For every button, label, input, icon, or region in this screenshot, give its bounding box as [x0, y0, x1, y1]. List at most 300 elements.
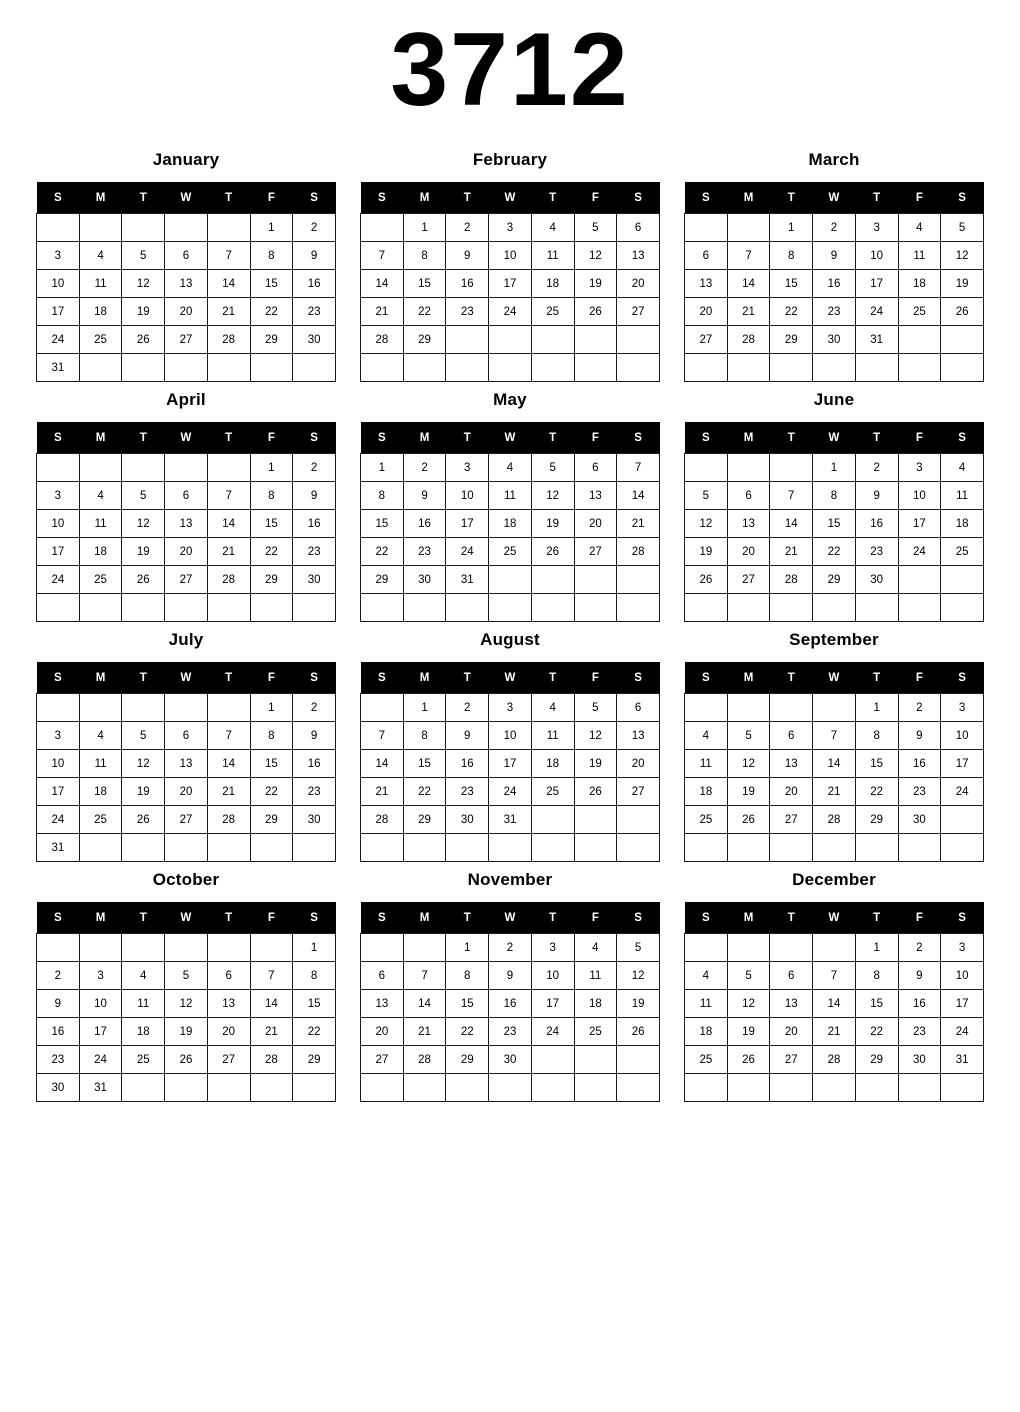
day-cell[interactable]: 5	[574, 694, 617, 722]
day-cell[interactable]: 11	[574, 962, 617, 990]
day-cell[interactable]: 24	[531, 1018, 574, 1046]
day-cell[interactable]: 4	[79, 722, 122, 750]
day-cell[interactable]: 9	[446, 242, 489, 270]
day-cell[interactable]: 14	[813, 750, 856, 778]
day-cell[interactable]: 24	[855, 298, 898, 326]
day-cell[interactable]: 2	[293, 214, 336, 242]
day-cell[interactable]: 26	[685, 566, 728, 594]
day-cell[interactable]: 11	[685, 990, 728, 1018]
day-cell[interactable]: 21	[250, 1018, 293, 1046]
day-cell[interactable]: 23	[403, 538, 446, 566]
day-cell[interactable]: 21	[207, 778, 250, 806]
day-cell[interactable]: 13	[770, 990, 813, 1018]
day-cell[interactable]: 24	[941, 778, 984, 806]
day-cell[interactable]: 11	[79, 510, 122, 538]
day-cell[interactable]: 7	[207, 722, 250, 750]
day-cell[interactable]: 27	[770, 1046, 813, 1074]
day-cell[interactable]: 7	[727, 242, 770, 270]
day-cell[interactable]: 5	[941, 214, 984, 242]
day-cell[interactable]: 15	[855, 750, 898, 778]
day-cell[interactable]: 6	[207, 962, 250, 990]
day-cell[interactable]: 27	[165, 566, 208, 594]
day-cell[interactable]: 7	[361, 722, 404, 750]
day-cell[interactable]: 8	[250, 722, 293, 750]
day-cell[interactable]: 4	[685, 722, 728, 750]
day-cell[interactable]: 20	[685, 298, 728, 326]
day-cell[interactable]: 12	[122, 510, 165, 538]
day-cell[interactable]: 29	[293, 1046, 336, 1074]
day-cell[interactable]: 4	[531, 214, 574, 242]
day-cell[interactable]: 22	[855, 1018, 898, 1046]
day-cell[interactable]: 12	[617, 962, 660, 990]
day-cell[interactable]: 26	[574, 778, 617, 806]
day-cell[interactable]: 2	[403, 454, 446, 482]
day-cell[interactable]: 4	[898, 214, 941, 242]
day-cell[interactable]: 29	[250, 566, 293, 594]
day-cell[interactable]: 19	[617, 990, 660, 1018]
day-cell[interactable]: 2	[813, 214, 856, 242]
day-cell[interactable]: 25	[574, 1018, 617, 1046]
day-cell[interactable]: 10	[941, 722, 984, 750]
day-cell[interactable]: 3	[79, 962, 122, 990]
day-cell[interactable]: 22	[770, 298, 813, 326]
day-cell[interactable]: 28	[207, 566, 250, 594]
day-cell[interactable]: 1	[361, 454, 404, 482]
day-cell[interactable]: 20	[617, 750, 660, 778]
day-cell[interactable]: 7	[250, 962, 293, 990]
day-cell[interactable]: 15	[250, 750, 293, 778]
day-cell[interactable]: 31	[37, 834, 80, 862]
day-cell[interactable]: 16	[446, 270, 489, 298]
day-cell[interactable]: 28	[813, 1046, 856, 1074]
day-cell[interactable]: 20	[617, 270, 660, 298]
day-cell[interactable]: 27	[574, 538, 617, 566]
day-cell[interactable]: 15	[446, 990, 489, 1018]
day-cell[interactable]: 9	[489, 962, 532, 990]
day-cell[interactable]: 11	[122, 990, 165, 1018]
day-cell[interactable]: 2	[293, 454, 336, 482]
day-cell[interactable]: 27	[617, 298, 660, 326]
day-cell[interactable]: 11	[79, 270, 122, 298]
day-cell[interactable]: 17	[941, 990, 984, 1018]
day-cell[interactable]: 13	[165, 750, 208, 778]
day-cell[interactable]: 13	[685, 270, 728, 298]
day-cell[interactable]: 12	[122, 750, 165, 778]
day-cell[interactable]: 12	[685, 510, 728, 538]
day-cell[interactable]: 21	[361, 298, 404, 326]
day-cell[interactable]: 13	[727, 510, 770, 538]
day-cell[interactable]: 1	[293, 934, 336, 962]
day-cell[interactable]: 10	[446, 482, 489, 510]
day-cell[interactable]: 29	[855, 806, 898, 834]
day-cell[interactable]: 15	[855, 990, 898, 1018]
day-cell[interactable]: 14	[617, 482, 660, 510]
day-cell[interactable]: 14	[813, 990, 856, 1018]
day-cell[interactable]: 19	[727, 1018, 770, 1046]
day-cell[interactable]: 18	[574, 990, 617, 1018]
day-cell[interactable]: 9	[293, 482, 336, 510]
day-cell[interactable]: 10	[489, 722, 532, 750]
day-cell[interactable]: 10	[489, 242, 532, 270]
day-cell[interactable]: 11	[531, 722, 574, 750]
day-cell[interactable]: 25	[79, 326, 122, 354]
day-cell[interactable]: 23	[855, 538, 898, 566]
day-cell[interactable]: 6	[770, 722, 813, 750]
day-cell[interactable]: 7	[207, 482, 250, 510]
day-cell[interactable]: 17	[531, 990, 574, 1018]
day-cell[interactable]: 28	[207, 326, 250, 354]
day-cell[interactable]: 20	[165, 778, 208, 806]
day-cell[interactable]: 14	[403, 990, 446, 1018]
day-cell[interactable]: 19	[165, 1018, 208, 1046]
day-cell[interactable]: 26	[727, 1046, 770, 1074]
day-cell[interactable]: 27	[727, 566, 770, 594]
day-cell[interactable]: 26	[122, 326, 165, 354]
day-cell[interactable]: 30	[813, 326, 856, 354]
day-cell[interactable]: 8	[813, 482, 856, 510]
day-cell[interactable]: 19	[122, 778, 165, 806]
day-cell[interactable]: 4	[489, 454, 532, 482]
day-cell[interactable]: 10	[37, 270, 80, 298]
day-cell[interactable]: 8	[250, 242, 293, 270]
day-cell[interactable]: 31	[37, 354, 80, 382]
day-cell[interactable]: 29	[855, 1046, 898, 1074]
day-cell[interactable]: 22	[855, 778, 898, 806]
day-cell[interactable]: 21	[617, 510, 660, 538]
day-cell[interactable]: 27	[361, 1046, 404, 1074]
day-cell[interactable]: 13	[165, 270, 208, 298]
day-cell[interactable]: 29	[770, 326, 813, 354]
day-cell[interactable]: 9	[898, 722, 941, 750]
day-cell[interactable]: 14	[361, 270, 404, 298]
day-cell[interactable]: 15	[770, 270, 813, 298]
day-cell[interactable]: 20	[770, 778, 813, 806]
day-cell[interactable]: 29	[250, 806, 293, 834]
day-cell[interactable]: 8	[855, 962, 898, 990]
day-cell[interactable]: 1	[813, 454, 856, 482]
day-cell[interactable]: 9	[855, 482, 898, 510]
day-cell[interactable]: 31	[446, 566, 489, 594]
day-cell[interactable]: 10	[898, 482, 941, 510]
day-cell[interactable]: 16	[446, 750, 489, 778]
day-cell[interactable]: 25	[79, 806, 122, 834]
day-cell[interactable]: 22	[250, 298, 293, 326]
day-cell[interactable]: 24	[446, 538, 489, 566]
day-cell[interactable]: 6	[727, 482, 770, 510]
day-cell[interactable]: 30	[446, 806, 489, 834]
day-cell[interactable]: 12	[122, 270, 165, 298]
day-cell[interactable]: 15	[250, 270, 293, 298]
day-cell[interactable]: 25	[79, 566, 122, 594]
day-cell[interactable]: 30	[898, 806, 941, 834]
day-cell[interactable]: 17	[37, 538, 80, 566]
day-cell[interactable]: 22	[403, 298, 446, 326]
day-cell[interactable]: 5	[617, 934, 660, 962]
day-cell[interactable]: 16	[403, 510, 446, 538]
day-cell[interactable]: 21	[361, 778, 404, 806]
day-cell[interactable]: 31	[79, 1074, 122, 1102]
day-cell[interactable]: 19	[574, 750, 617, 778]
day-cell[interactable]: 8	[855, 722, 898, 750]
day-cell[interactable]: 30	[37, 1074, 80, 1102]
day-cell[interactable]: 1	[770, 214, 813, 242]
day-cell[interactable]: 29	[403, 326, 446, 354]
day-cell[interactable]: 25	[122, 1046, 165, 1074]
day-cell[interactable]: 2	[293, 694, 336, 722]
day-cell[interactable]: 16	[813, 270, 856, 298]
day-cell[interactable]: 6	[770, 962, 813, 990]
day-cell[interactable]: 25	[685, 1046, 728, 1074]
day-cell[interactable]: 8	[403, 242, 446, 270]
day-cell[interactable]: 3	[941, 694, 984, 722]
day-cell[interactable]: 27	[685, 326, 728, 354]
day-cell[interactable]: 13	[207, 990, 250, 1018]
day-cell[interactable]: 4	[122, 962, 165, 990]
day-cell[interactable]: 15	[403, 270, 446, 298]
day-cell[interactable]: 30	[403, 566, 446, 594]
day-cell[interactable]: 3	[446, 454, 489, 482]
day-cell[interactable]: 8	[293, 962, 336, 990]
day-cell[interactable]: 11	[941, 482, 984, 510]
day-cell[interactable]: 19	[531, 510, 574, 538]
day-cell[interactable]: 18	[79, 538, 122, 566]
day-cell[interactable]: 23	[813, 298, 856, 326]
day-cell[interactable]: 22	[250, 778, 293, 806]
day-cell[interactable]: 29	[361, 566, 404, 594]
day-cell[interactable]: 21	[813, 778, 856, 806]
day-cell[interactable]: 19	[122, 298, 165, 326]
day-cell[interactable]: 25	[531, 298, 574, 326]
day-cell[interactable]: 20	[207, 1018, 250, 1046]
day-cell[interactable]: 3	[37, 722, 80, 750]
day-cell[interactable]: 9	[293, 722, 336, 750]
day-cell[interactable]: 28	[403, 1046, 446, 1074]
day-cell[interactable]: 14	[207, 270, 250, 298]
day-cell[interactable]: 24	[941, 1018, 984, 1046]
day-cell[interactable]: 12	[574, 722, 617, 750]
day-cell[interactable]: 10	[855, 242, 898, 270]
day-cell[interactable]: 8	[770, 242, 813, 270]
day-cell[interactable]: 12	[727, 990, 770, 1018]
day-cell[interactable]: 24	[37, 566, 80, 594]
day-cell[interactable]: 23	[37, 1046, 80, 1074]
day-cell[interactable]: 26	[122, 566, 165, 594]
day-cell[interactable]: 23	[446, 778, 489, 806]
day-cell[interactable]: 1	[250, 694, 293, 722]
day-cell[interactable]: 11	[685, 750, 728, 778]
day-cell[interactable]: 9	[293, 242, 336, 270]
day-cell[interactable]: 4	[531, 694, 574, 722]
day-cell[interactable]: 13	[617, 242, 660, 270]
day-cell[interactable]: 10	[37, 750, 80, 778]
day-cell[interactable]: 17	[855, 270, 898, 298]
day-cell[interactable]: 25	[898, 298, 941, 326]
day-cell[interactable]: 1	[250, 214, 293, 242]
day-cell[interactable]: 31	[489, 806, 532, 834]
day-cell[interactable]: 26	[122, 806, 165, 834]
day-cell[interactable]: 16	[489, 990, 532, 1018]
day-cell[interactable]: 30	[293, 566, 336, 594]
day-cell[interactable]: 19	[727, 778, 770, 806]
day-cell[interactable]: 5	[574, 214, 617, 242]
day-cell[interactable]: 18	[941, 510, 984, 538]
day-cell[interactable]: 6	[685, 242, 728, 270]
day-cell[interactable]: 31	[941, 1046, 984, 1074]
day-cell[interactable]: 27	[207, 1046, 250, 1074]
day-cell[interactable]: 22	[813, 538, 856, 566]
day-cell[interactable]: 3	[489, 694, 532, 722]
day-cell[interactable]: 22	[361, 538, 404, 566]
day-cell[interactable]: 5	[531, 454, 574, 482]
day-cell[interactable]: 8	[250, 482, 293, 510]
day-cell[interactable]: 22	[403, 778, 446, 806]
day-cell[interactable]: 22	[250, 538, 293, 566]
day-cell[interactable]: 23	[898, 1018, 941, 1046]
day-cell[interactable]: 24	[37, 326, 80, 354]
day-cell[interactable]: 26	[727, 806, 770, 834]
day-cell[interactable]: 9	[403, 482, 446, 510]
day-cell[interactable]: 1	[403, 694, 446, 722]
day-cell[interactable]: 16	[855, 510, 898, 538]
day-cell[interactable]: 24	[37, 806, 80, 834]
day-cell[interactable]: 17	[37, 778, 80, 806]
day-cell[interactable]: 12	[574, 242, 617, 270]
day-cell[interactable]: 28	[250, 1046, 293, 1074]
day-cell[interactable]: 26	[617, 1018, 660, 1046]
day-cell[interactable]: 18	[898, 270, 941, 298]
day-cell[interactable]: 16	[37, 1018, 80, 1046]
day-cell[interactable]: 13	[574, 482, 617, 510]
day-cell[interactable]: 4	[941, 454, 984, 482]
day-cell[interactable]: 21	[207, 538, 250, 566]
day-cell[interactable]: 27	[165, 806, 208, 834]
day-cell[interactable]: 18	[531, 270, 574, 298]
day-cell[interactable]: 16	[898, 990, 941, 1018]
day-cell[interactable]: 1	[855, 934, 898, 962]
day-cell[interactable]: 7	[813, 962, 856, 990]
day-cell[interactable]: 5	[122, 482, 165, 510]
day-cell[interactable]: 12	[941, 242, 984, 270]
day-cell[interactable]: 18	[489, 510, 532, 538]
day-cell[interactable]: 12	[165, 990, 208, 1018]
day-cell[interactable]: 17	[446, 510, 489, 538]
day-cell[interactable]: 20	[165, 298, 208, 326]
day-cell[interactable]: 6	[165, 242, 208, 270]
day-cell[interactable]: 28	[727, 326, 770, 354]
day-cell[interactable]: 1	[250, 454, 293, 482]
day-cell[interactable]: 3	[37, 242, 80, 270]
day-cell[interactable]: 16	[898, 750, 941, 778]
day-cell[interactable]: 11	[489, 482, 532, 510]
day-cell[interactable]: 20	[165, 538, 208, 566]
day-cell[interactable]: 14	[250, 990, 293, 1018]
day-cell[interactable]: 13	[165, 510, 208, 538]
day-cell[interactable]: 3	[37, 482, 80, 510]
day-cell[interactable]: 26	[941, 298, 984, 326]
day-cell[interactable]: 7	[207, 242, 250, 270]
day-cell[interactable]: 29	[446, 1046, 489, 1074]
day-cell[interactable]: 4	[574, 934, 617, 962]
day-cell[interactable]: 5	[685, 482, 728, 510]
day-cell[interactable]: 21	[403, 1018, 446, 1046]
day-cell[interactable]: 2	[898, 934, 941, 962]
day-cell[interactable]: 28	[207, 806, 250, 834]
day-cell[interactable]: 19	[941, 270, 984, 298]
day-cell[interactable]: 3	[489, 214, 532, 242]
day-cell[interactable]: 22	[446, 1018, 489, 1046]
day-cell[interactable]: 26	[531, 538, 574, 566]
day-cell[interactable]: 19	[574, 270, 617, 298]
day-cell[interactable]: 21	[770, 538, 813, 566]
day-cell[interactable]: 10	[37, 510, 80, 538]
day-cell[interactable]: 14	[361, 750, 404, 778]
day-cell[interactable]: 4	[685, 962, 728, 990]
day-cell[interactable]: 6	[617, 694, 660, 722]
day-cell[interactable]: 18	[79, 298, 122, 326]
day-cell[interactable]: 6	[361, 962, 404, 990]
day-cell[interactable]: 20	[770, 1018, 813, 1046]
day-cell[interactable]: 28	[617, 538, 660, 566]
day-cell[interactable]: 1	[855, 694, 898, 722]
day-cell[interactable]: 2	[37, 962, 80, 990]
day-cell[interactable]: 11	[898, 242, 941, 270]
day-cell[interactable]: 30	[855, 566, 898, 594]
day-cell[interactable]: 30	[489, 1046, 532, 1074]
day-cell[interactable]: 27	[165, 326, 208, 354]
day-cell[interactable]: 8	[361, 482, 404, 510]
day-cell[interactable]: 15	[293, 990, 336, 1018]
day-cell[interactable]: 21	[727, 298, 770, 326]
day-cell[interactable]: 10	[531, 962, 574, 990]
day-cell[interactable]: 27	[617, 778, 660, 806]
day-cell[interactable]: 8	[403, 722, 446, 750]
day-cell[interactable]: 4	[79, 482, 122, 510]
day-cell[interactable]: 17	[79, 1018, 122, 1046]
day-cell[interactable]: 22	[293, 1018, 336, 1046]
day-cell[interactable]: 2	[446, 694, 489, 722]
day-cell[interactable]: 12	[727, 750, 770, 778]
day-cell[interactable]: 24	[79, 1046, 122, 1074]
day-cell[interactable]: 25	[941, 538, 984, 566]
day-cell[interactable]: 3	[855, 214, 898, 242]
day-cell[interactable]: 21	[813, 1018, 856, 1046]
day-cell[interactable]: 20	[361, 1018, 404, 1046]
day-cell[interactable]: 25	[685, 806, 728, 834]
day-cell[interactable]: 13	[617, 722, 660, 750]
day-cell[interactable]: 6	[617, 214, 660, 242]
day-cell[interactable]: 26	[574, 298, 617, 326]
day-cell[interactable]: 31	[855, 326, 898, 354]
day-cell[interactable]: 17	[37, 298, 80, 326]
day-cell[interactable]: 6	[165, 482, 208, 510]
day-cell[interactable]: 12	[531, 482, 574, 510]
day-cell[interactable]: 19	[685, 538, 728, 566]
day-cell[interactable]: 18	[122, 1018, 165, 1046]
day-cell[interactable]: 28	[813, 806, 856, 834]
day-cell[interactable]: 5	[165, 962, 208, 990]
day-cell[interactable]: 14	[207, 750, 250, 778]
day-cell[interactable]: 7	[403, 962, 446, 990]
day-cell[interactable]: 17	[898, 510, 941, 538]
day-cell[interactable]: 15	[403, 750, 446, 778]
day-cell[interactable]: 16	[293, 270, 336, 298]
day-cell[interactable]: 5	[727, 722, 770, 750]
day-cell[interactable]: 25	[489, 538, 532, 566]
day-cell[interactable]: 29	[813, 566, 856, 594]
day-cell[interactable]: 15	[361, 510, 404, 538]
day-cell[interactable]: 6	[165, 722, 208, 750]
day-cell[interactable]: 3	[531, 934, 574, 962]
